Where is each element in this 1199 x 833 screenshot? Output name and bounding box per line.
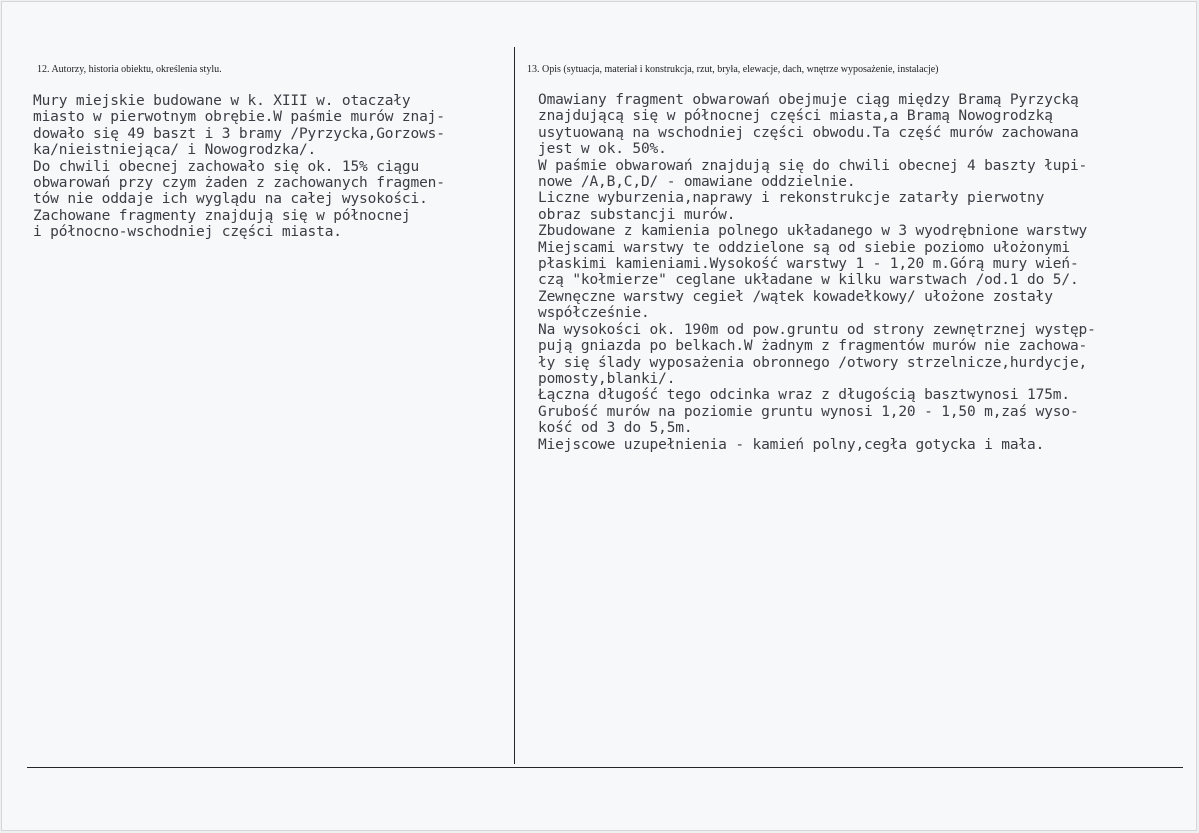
typed-line: obwarowań przy czym żaden z zachowanych fragmen- — [33, 175, 445, 192]
typed-line: Zewnęczne warstwy cegieł /wątek kowadełkowy/ ułożone zostały — [538, 288, 1053, 305]
bottom-rule — [27, 767, 1183, 768]
typed-line: Miejscowe uzupełnienia - kamień polny,cegła gotycka i mała. — [538, 436, 1045, 453]
typed-line: Mury miejskie budowane w k. XIII w. otaczały — [33, 93, 411, 109]
typed-line: Miejscami warstwy te oddzielone są od siebie poziomo ułożonymi — [538, 239, 1070, 256]
typed-line: Omawiany fragment obwarowań obejmuje ciąg między Bramą Pyrzycką — [538, 92, 1079, 108]
typed-line: Do chwili obecnej zachowało się ok. 15% ciągu — [33, 158, 420, 175]
column-divider — [514, 47, 515, 764]
typed-line: tów nie oddaje ich wyglądu na całej wysokości. — [33, 191, 428, 208]
typed-line: i północno-wschodniej części miasta. — [33, 224, 342, 241]
typed-line: jest w ok. 50%. — [538, 141, 667, 158]
typed-line: Zbudowane z kamienia polnego układanego w 3 wyodrębnione warstwy — [538, 223, 1088, 240]
section-13-typed-text — [538, 92, 1096, 453]
typed-line: ły się ślady wyposażenia obronnego /otwory strzelnicze,hurdycje, — [538, 354, 1088, 371]
typed-line: Na wysokości ok. 190m od pow.gruntu od strony zewnętrznej występ- — [538, 321, 1096, 338]
typed-line: ka/nieistniejąca/ i Nowogrodzka/. — [33, 142, 317, 159]
typed-line: Łączna długość tego odcinka wraz z długością basztwynosi 175m. — [538, 387, 1070, 404]
typed-line: miasto w pierwotnym obrębie.W paśmie murów znaj- — [33, 109, 445, 126]
section-12-typed-text — [33, 93, 445, 241]
typed-line: pomosty,blanki/. — [538, 370, 676, 387]
typed-line: pują gniazda po belkach.W żadnym z fragmentów murów nie zachowa- — [538, 338, 1088, 355]
typed-line: Liczne wyburzenia,naprawy i rekonstrukcje zatarły pierwotny — [538, 190, 1045, 207]
section-13-heading: 13. Opis (sytuacja, materiał i konstrukcja, rzut, bryła, elewacje, dach, wnętrze wyposażenie, instalacje) — [527, 64, 939, 75]
typed-line: dowało się 49 baszt i 3 bramy /Pyrzycka,Gorzows- — [33, 125, 445, 142]
typed-line: współcześnie. — [538, 305, 650, 322]
typed-line: W paśmie obwarowań znajdują się do chwili obecnej 4 baszty łupi- — [538, 157, 1088, 174]
typed-line: Zachowane fragmenty znajdują się w północnej — [33, 207, 411, 224]
typed-line: płaskimi kamieniami.Wysokość warstwy 1 - 1,20 m.Górą mury wień- — [538, 256, 1079, 273]
typed-line: nowe /A,B,C,D/ - omawiane oddzielnie. — [538, 174, 856, 191]
section-12-heading: 12. Autorzy, historia obiektu, określenia stylu. — [37, 64, 222, 75]
typed-line: obraz substancji murów. — [538, 206, 736, 223]
typed-line: znajdującą się w północnej części miasta,a Bramą Nowogrodzką — [538, 108, 1053, 125]
typed-line: Grubość murów na poziomie gruntu wynosi 1,20 - 1,50 m,zaś wyso- — [538, 403, 1079, 420]
typed-line: czą "kołmierze" ceglane układane w kilku warstwach /od.1 do 5/. — [538, 272, 1079, 289]
typed-line: kość od 3 do 5,5m. — [538, 420, 693, 437]
typed-line: usytuowaną na wschodniej części obwodu.Ta część murów zachowana — [538, 124, 1079, 141]
